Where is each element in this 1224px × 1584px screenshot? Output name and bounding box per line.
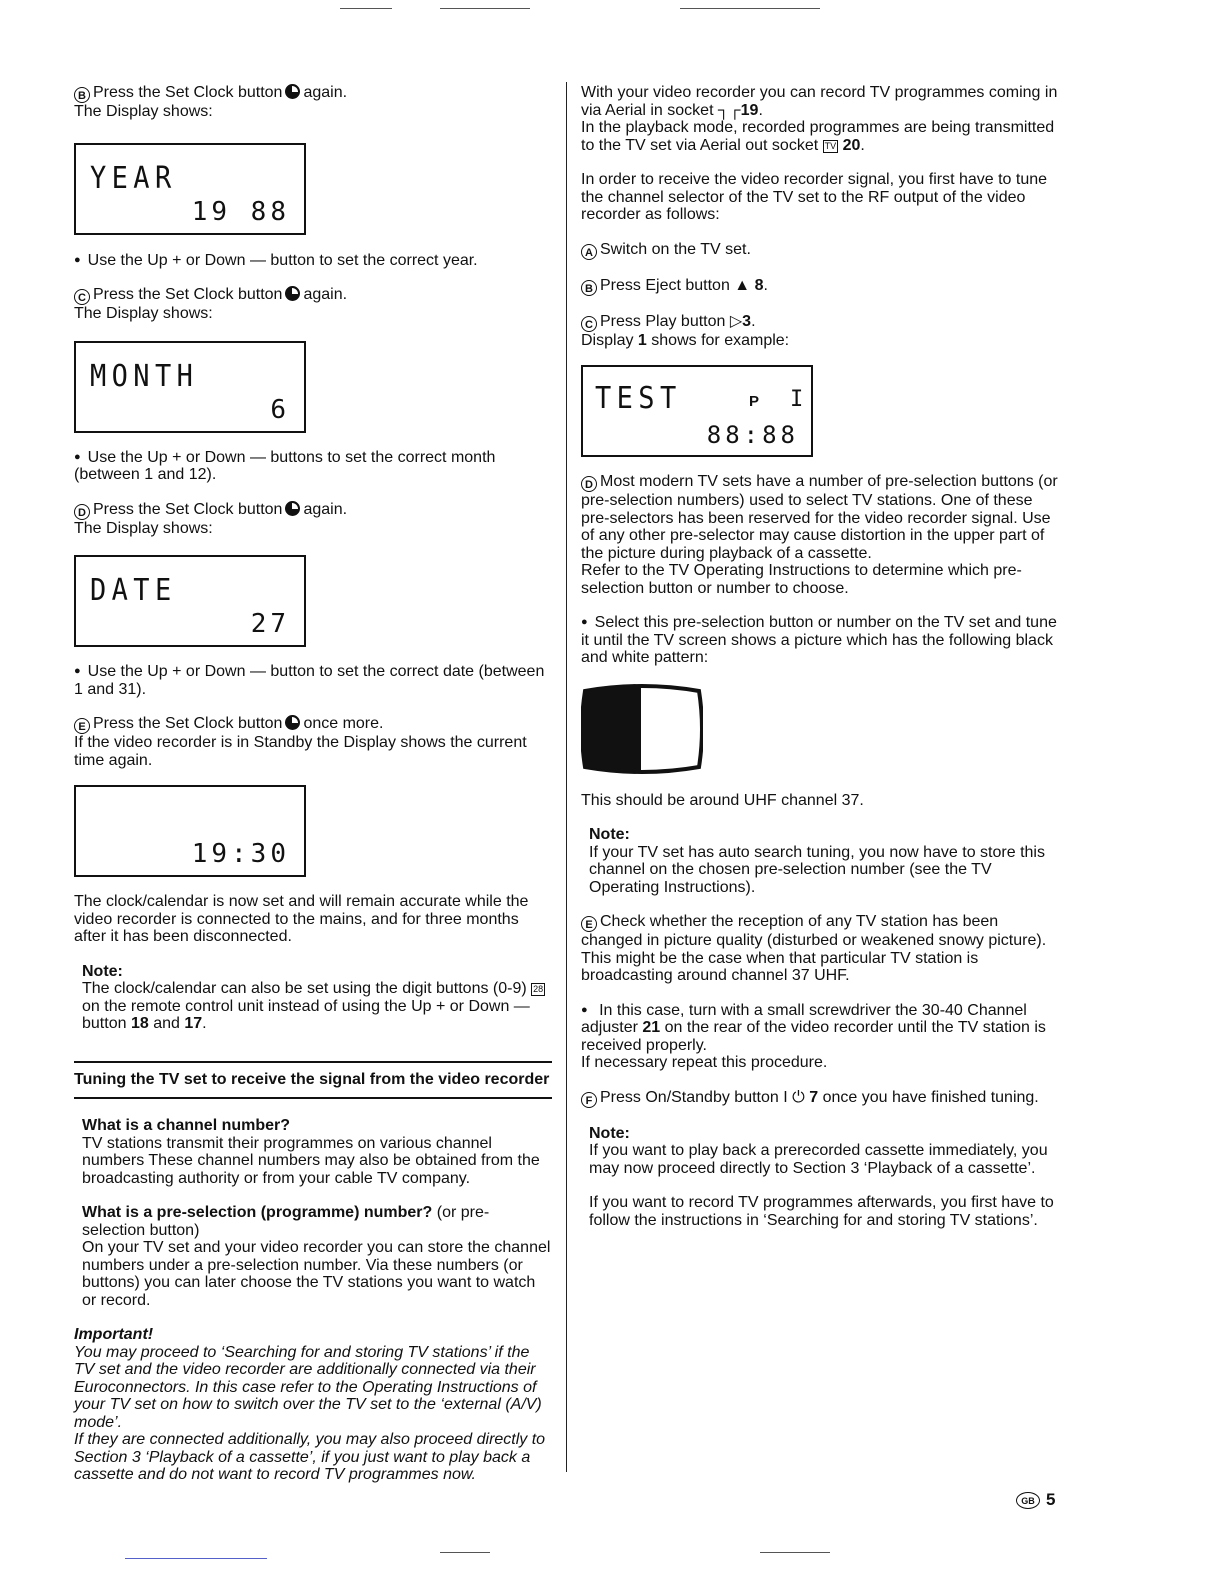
lcd-year-value: 19 88	[191, 196, 290, 227]
step-b: B Press the Set Clock button again.	[74, 84, 552, 103]
lcd-time-display	[74, 785, 306, 877]
step-c-right-sub: Display 1 shows for example:	[581, 331, 790, 349]
note-heading: Note:	[82, 962, 123, 980]
note-record: If you want to record TV programmes afterwards, you first have to follow the instructions in ‘Searching for and storing TV stations’.	[589, 1194, 1054, 1229]
clock-set-text: The clock/calendar is now set and will remain accurate while the video recorder is connected to the mains, and for three months after it has been disconnected.	[74, 893, 529, 945]
lcd-year-display	[74, 143, 306, 235]
channel-question: What is a channel number?	[82, 1117, 291, 1134]
lcd-month-label: MONTH	[90, 358, 199, 394]
note-heading: Note:	[589, 1124, 630, 1142]
step-letter-b: B	[581, 280, 597, 296]
lcd-month-value: 6	[270, 394, 290, 425]
bullet-year: ● Use the Up + or Down — button to set the correct year.	[74, 252, 552, 270]
step-letter-c: C	[74, 289, 90, 305]
step-e-sub: If the video recorder is in Standby the Display shows the current time again.	[74, 734, 527, 769]
preset-question: What is a pre-selection (programme) number? (or pre-selection button)	[82, 1204, 490, 1239]
step-c-sub: The Display shows:	[74, 305, 213, 322]
lcd-test-one: I	[790, 387, 804, 412]
eject-icon: ▲	[734, 276, 751, 294]
region-badge: GB	[1016, 1492, 1040, 1509]
step-letter-a: A	[581, 244, 597, 260]
step-a-right: A Switch on the TV set.	[581, 241, 1061, 260]
lcd-date-display	[74, 555, 306, 647]
note-clock	[74, 963, 552, 1033]
important-text-2: If they are connected additionally, you may also proceed directly to Section 3 ‘Playback of a cassette’, if you just want to play back a cassette and do not want to record TV programmes now.	[74, 1431, 546, 1483]
step-letter-b: B	[74, 87, 90, 103]
step-f-right: F Press On/Standby button I ⏻ 7 once you have finished tuning.	[581, 1089, 1061, 1108]
lcd-test-time: 88:88	[706, 421, 799, 449]
preset-answer: On your TV set and your video recorder you can store the channel numbers under a pre-selection number. Via these numbers (or buttons) you can later choose the TV stations you want to watch or record.	[82, 1239, 551, 1309]
important-text-1: You may proceed to ‘Searching for and storing TV stations’ if the TV set and the video recorder are additionally connected via their Euroconnectors. In this case refer to the Operating Instructions of your TV set on how to switch over the TV set to the ‘external (A/V) mode’.	[74, 1343, 542, 1431]
step-e-right: E Check whether the reception of any TV station has been changed in picture quality (disturbed or weakened snowy picture). This might be the case when that particular TV station is broadcasting around channel 37 UHF.	[581, 913, 1047, 984]
note-playback	[581, 1125, 1061, 1230]
step-letter-d: D	[581, 476, 597, 492]
aerial-out-socket-icon: TV	[824, 140, 837, 151]
lcd-date-value: 27	[250, 609, 290, 639]
note-body: If your TV set has auto search tuning, you now have to store this channel on the chosen pre-selection number (see the TV Operating Instructions).	[589, 843, 1045, 896]
step-letter-e: E	[74, 718, 90, 734]
aerial-in-socket-icon: ┐┌	[717, 101, 741, 119]
channel-number-block	[74, 1117, 552, 1187]
page-footer	[1016, 1490, 1055, 1510]
step-letter-d: D	[74, 504, 90, 520]
step-letter-f: F	[581, 1092, 597, 1108]
uhf-text: This should be around UHF channel 37.	[581, 791, 864, 809]
step-d-sub: The Display shows:	[74, 519, 213, 537]
bullet-date: ● Use the Up + or Down — button to set the correct date (between 1 and 31).	[74, 663, 552, 698]
step-c: C Press the Set Clock button again.	[74, 286, 552, 305]
section-title: Tuning the TV set to receive the signal from the video recorder	[74, 1070, 550, 1088]
section-header	[74, 1061, 552, 1100]
tv-test-pattern	[581, 683, 703, 775]
column-divider	[566, 82, 567, 1472]
intro-tune: In order to receive the video recorder signal, you first have to tune the channel selector of the TV set to the RF output of the video recorder as follows:	[581, 171, 1048, 223]
step-b-right: B Press Eject button ▲ 8.	[581, 277, 1061, 296]
bullet-screwdriver: ● In this case, turn with a small screwdriver the 30-40 Channel adjuster 21 on the rear of the video recorder until the TV station is received properly.	[581, 1002, 1061, 1055]
left-column	[74, 84, 552, 1484]
step-d: D Press the Set Clock button again.	[74, 501, 552, 520]
step-letter-c: C	[581, 316, 597, 332]
important-block	[74, 1326, 552, 1484]
lcd-time-value: 19:30	[191, 839, 290, 869]
lcd-year-label: YEAR	[90, 160, 177, 196]
note-auto-search	[581, 826, 1061, 896]
intro-aerial-out: In the playback mode, recorded programmes are being transmitted to the TV set via Aerial out socket TV 20.	[581, 119, 1055, 154]
step-d-right: D Most modern TV sets have a number of pre-selection buttons (or pre-selection numbers) used to select TV stations. One of these pre-selectors has been reserved for the video recorder signal. Use of any other pre-selector may cause distortion in the upper part of the picture during playback of a cassette.	[581, 473, 1058, 562]
intro-aerial-in: With your video recorder you can record TV programmes coming in via Aerial in socket ┐┌19.	[581, 84, 1058, 119]
lcd-date-label: DATE	[90, 573, 177, 608]
set-clock-icon	[285, 84, 300, 99]
set-clock-icon	[285, 715, 300, 730]
step-b-sub: The Display shows:	[74, 103, 213, 120]
page-number: 5	[1046, 1490, 1056, 1509]
important-heading: Important!	[74, 1326, 154, 1343]
step-letter-e: E	[581, 916, 597, 932]
repeat-text: If necessary repeat this procedure.	[581, 1054, 828, 1071]
lcd-month-display	[74, 341, 306, 433]
note-body: If you want to play back a prerecorded cassette immediately, you may now proceed directly to Section 3 ‘Playback of a cassette’.	[589, 1142, 1048, 1177]
standby-icon: ⏻	[792, 1088, 805, 1106]
lcd-test-label: TEST	[595, 381, 682, 416]
bullet-select: ● Select this pre-selection button or number on the TV set and tune it until the TV screen shows a picture which has the following black and white pattern:	[581, 614, 1061, 667]
set-clock-icon	[285, 286, 300, 301]
section-rule-bottom	[74, 1097, 552, 1099]
lcd-test-p: P	[749, 393, 760, 410]
play-icon: ▷	[729, 312, 743, 330]
step-c-right: C Press Play button ▷3.	[581, 313, 1061, 332]
set-clock-icon	[285, 501, 300, 516]
step-e: E Press the Set Clock button once more.	[74, 715, 552, 734]
note-body: The clock/calendar can also be set using the digit buttons (0-9) 28 on the remote control unit instead of using the Up + or Down — button 18 and 17.	[82, 980, 544, 1032]
bullet-month: ● Use the Up + or Down — buttons to set the correct month (between 1 and 12).	[74, 449, 552, 484]
preselection-block	[74, 1204, 552, 1309]
remote-digit-icon: 28	[533, 984, 544, 994]
lcd-test-display	[581, 365, 813, 457]
step-d-refer: Refer to the TV Operating Instructions to determine which pre-selection button or number to choose.	[581, 562, 1022, 597]
note-heading: Note:	[589, 826, 630, 843]
right-column	[581, 84, 1061, 1229]
channel-answer: TV stations transmit their programmes on various channel numbers These channel numbers may also be obtained from the broadcasting authority or from your cable TV company.	[82, 1134, 540, 1187]
